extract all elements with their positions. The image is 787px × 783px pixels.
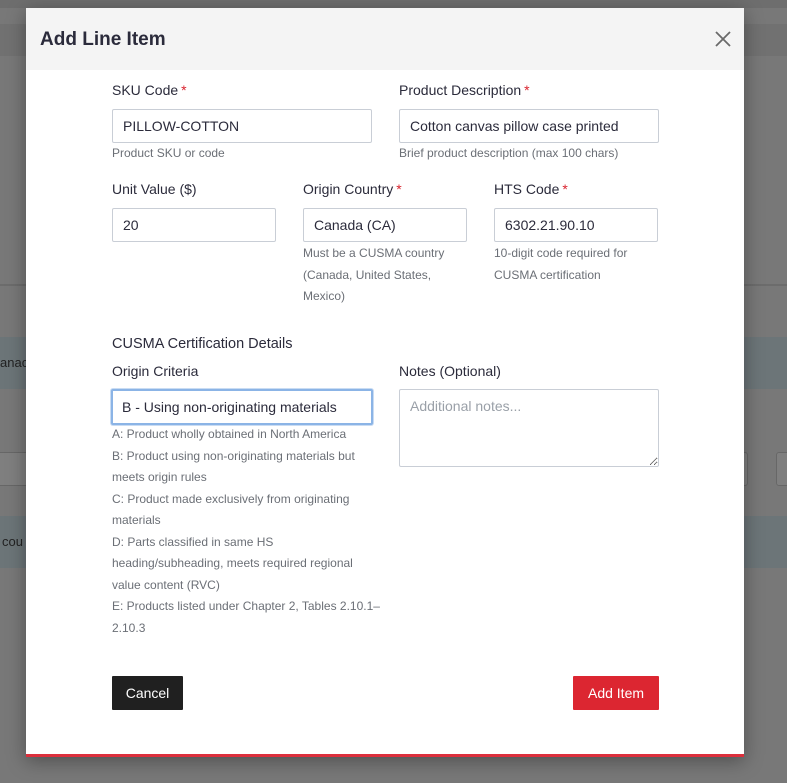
hts-code-label: HTS Code * <box>494 181 568 197</box>
origin-country-help: Must be a CUSMA country (Canada, United States, Mexico) <box>303 246 445 303</box>
cancel-button[interactable]: Cancel <box>112 676 183 710</box>
modal-header <box>26 8 744 70</box>
hts-code-input[interactable] <box>494 208 658 242</box>
add-item-button[interactable]: Add Item <box>573 676 659 710</box>
description-help: Brief product description (max 100 chars) <box>399 146 619 160</box>
close-icon[interactable] <box>712 28 734 50</box>
sku-input[interactable] <box>112 109 372 143</box>
cusma-section-title: CUSMA Certification Details <box>112 336 293 352</box>
modal-title: Add Line Item <box>40 29 166 50</box>
origin-criteria-select[interactable] <box>111 389 373 425</box>
hts-code-help: 10-digit code required for CUSMA certification <box>494 246 628 282</box>
add-line-item-modal <box>26 8 744 757</box>
origin-criteria-help: A: Product wholly obtained in North America B: Product using non-originating materials but meets origin rules C: Product made exclusively from originating materials D: Parts classified in same HS heading/subheading, meets required regional value content (RVC) E: Products listed under Chapter 2, Tables 2.10.1– 2.10.3 <box>112 427 380 635</box>
unit-value-label: Unit Value ($) <box>112 181 197 197</box>
origin-country-input[interactable] <box>303 208 467 242</box>
description-input[interactable] <box>399 109 659 143</box>
unit-value-input[interactable] <box>112 208 276 242</box>
notes-textarea[interactable] <box>399 389 659 467</box>
origin-criteria-label: Origin Criteria <box>112 363 199 379</box>
origin-country-label: Origin Country * <box>303 181 402 197</box>
sku-help: Product SKU or code <box>112 146 225 160</box>
sku-label: SKU Code * <box>112 82 187 98</box>
notes-label: Notes (Optional) <box>399 363 501 379</box>
description-label: Product Description * <box>399 82 530 98</box>
